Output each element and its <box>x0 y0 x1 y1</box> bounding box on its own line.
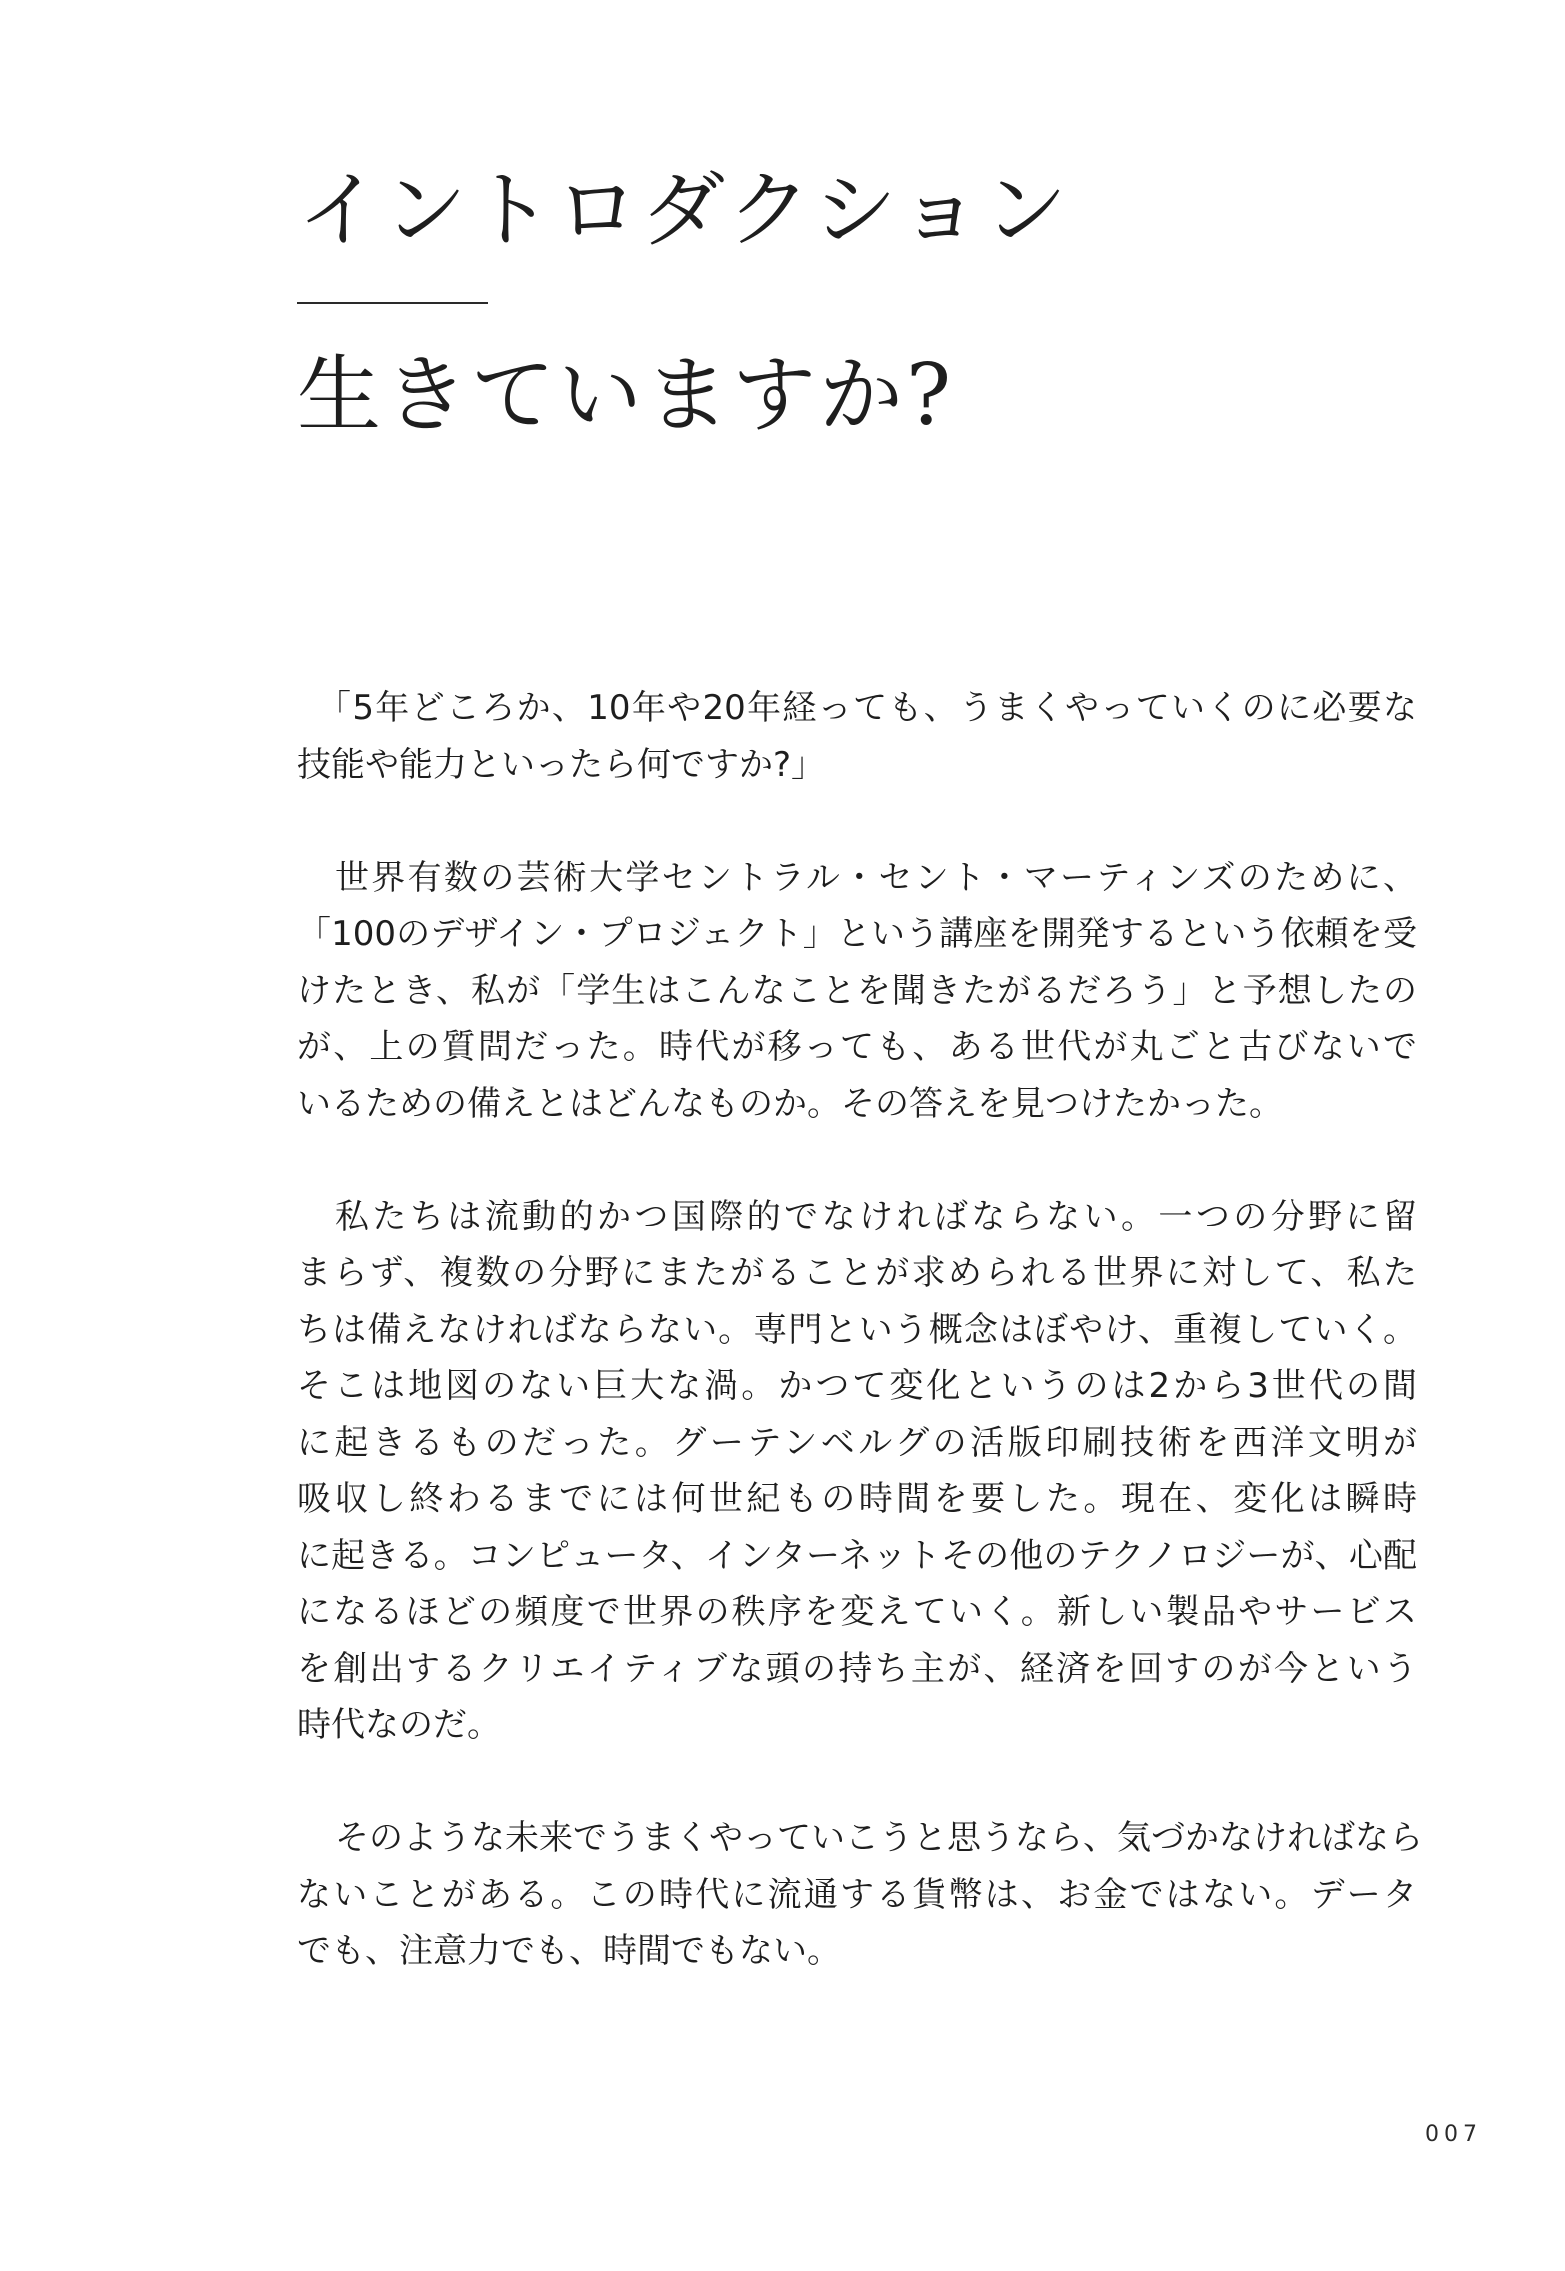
paragraph-line: 技能や能力といったら何ですか?」 <box>297 744 826 785</box>
paragraph-line: が、上の質問だった。時代が移っても、ある世代が丸ごと古びないで <box>297 1027 1417 1067</box>
paragraph-line: 「5年どころか、10年や20年経っても、うまくやっていくのに必要な <box>317 688 1417 728</box>
paragraph-line: けたとき、私が「学生はこんなことを聞きたがるだろう」と予想したの <box>297 970 1417 1011</box>
paragraph-line: ないことがある。この時代に流通する貨幣は、お金ではない。データ <box>297 1874 1417 1915</box>
paragraph-line: 「100のデザイン・プロジェクト」という講座を開発するという依頼を受 <box>297 914 1417 954</box>
body-text <box>297 680 1423 2036</box>
paragraph-line: そのような未来でうまくやっていこうと思うなら、気づかなければなら <box>335 1818 1423 1858</box>
paragraph-line: ちは備えなければならない。専門という概念はぼやけ、重複していく。 <box>297 1309 1417 1350</box>
chapter-title: 生きていますか? <box>297 346 955 444</box>
paragraph <box>297 1189 1417 1754</box>
paragraph-line: になるほどの頻度で世界の秩序を変えていく。新しい製品やサービス <box>297 1592 1417 1632</box>
paragraph-line: に起きる。コンピュータ、インターネットその他のテクノロジーが、心配 <box>297 1535 1417 1576</box>
paragraph-line: いるための備えとはどんなものか。その答えを見つけたかった。 <box>297 1083 1283 1124</box>
paragraph-question <box>297 680 1417 793</box>
paragraph-line: まらず、複数の分野にまたがることが求められる世界に対して、私た <box>297 1253 1417 1293</box>
paragraph-line: に起きるものだった。グーテンベルグの活版印刷技術を西洋文明が <box>297 1422 1417 1463</box>
page-number: 007 <box>1425 2122 1482 2147</box>
paragraph-line: 時代なのだ。 <box>297 1705 501 1745</box>
title-divider <box>297 302 488 304</box>
paragraph-line: 吸収し終わるまでには何世紀もの時間を要した。現在、変化は瞬時 <box>297 1479 1417 1519</box>
chapter-label: イントロダクション <box>297 161 1070 259</box>
paragraph-line: でも、注意力でも、時間でもない。 <box>297 1931 841 1971</box>
paragraph-line: 世界有数の芸術大学セントラル・セント・マーティンズのために、 <box>335 857 1417 898</box>
paragraph-line: 私たちは流動的かつ国際的でなければならない。一つの分野に留 <box>335 1196 1417 1237</box>
paragraph-line: そこは地図のない巨大な渦。かつて変化というのは2から3世代の間 <box>297 1366 1417 1406</box>
paragraph <box>297 1810 1423 1980</box>
paragraph <box>297 850 1417 1133</box>
paragraph-line: を創出するクリエイティブな頭の持ち主が、経済を回すのが今という <box>297 1648 1417 1689</box>
